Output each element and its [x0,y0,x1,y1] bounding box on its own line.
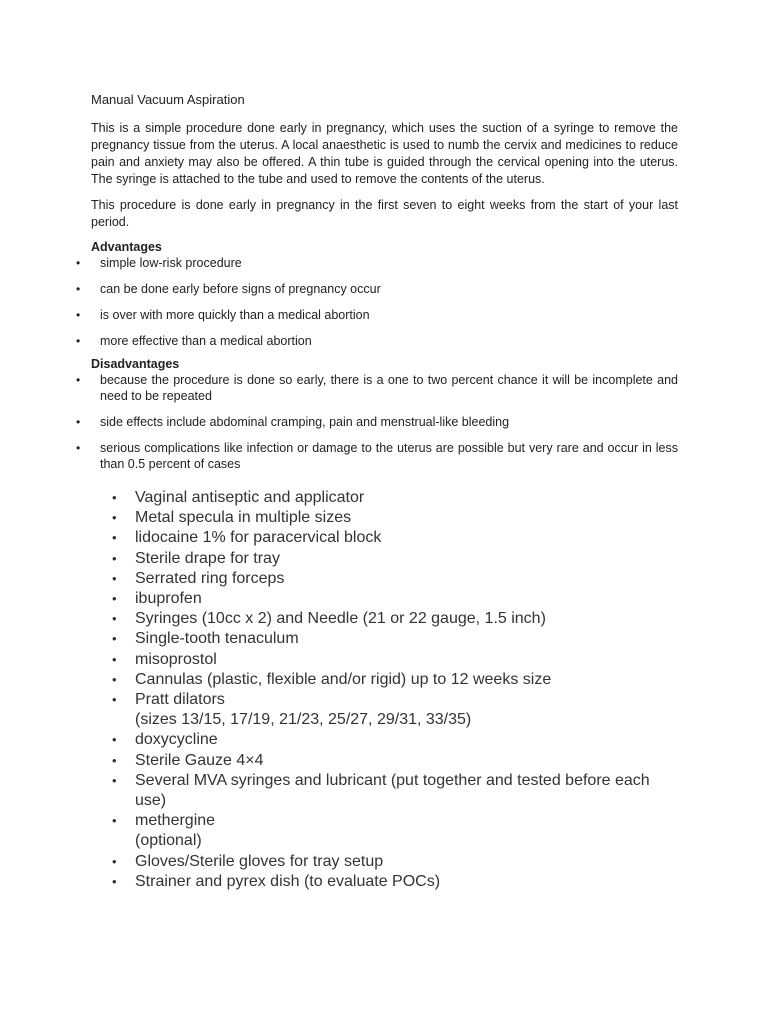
supply-item [91,751,678,771]
bullet-icon: • [112,873,117,889]
bullet-icon: • [76,334,81,348]
bullet-icon: • [112,490,117,505]
bullet-icon: • [76,308,81,322]
supply-item [91,730,678,750]
supply-item-text: doxycycline [135,731,218,749]
bullet-icon: • [112,510,117,526]
supply-item [91,690,678,730]
supply-item-text: Single-tooth tenaculum [135,630,299,648]
supply-item [91,508,678,528]
list-item-text: is over with more quickly than a medical abortion [100,308,370,322]
supply-item [91,549,678,569]
supply-item-text: lidocaine 1% for paracervical block [135,529,382,547]
supply-item [91,609,678,629]
bullet-icon: • [76,282,81,296]
bullet-icon: • [112,570,117,586]
supply-item-text: Metal specula in multiple sizes [135,509,352,527]
bullet-icon: • [112,671,117,687]
bullet-icon: • [76,441,81,455]
timing-paragraph: This procedure is done early in pregnancy in the first seven to eight weeks from the start of your last period. [91,198,678,229]
document-page [76,91,678,892]
supply-item-text: Sterile drape for tray [135,549,280,567]
supply-item-text: Cannulas (plastic, flexible and/or rigid) up to 12 weeks size [135,670,552,688]
bullet-icon: • [112,752,117,768]
supply-item [91,771,678,811]
bullet-icon: • [112,732,117,748]
bullet-icon: • [112,651,117,667]
supply-item [91,650,678,670]
bullet-icon: • [112,692,117,708]
supply-item-subtext: (optional) [135,832,202,850]
supply-item [91,852,678,872]
supply-item-text: Gloves/Sterile gloves for tray setup [135,852,384,870]
supply-item-text: ibuprofen [135,590,202,608]
bullet-icon: • [76,415,81,429]
advantages-list [76,255,678,349]
supply-item [91,670,678,690]
intro-paragraph: This is a simple procedure done early in pregnancy, which uses the suction of a syringe to remove the pregnancy tissue from the uterus. A local anaesthetic is used to numb the cervix and medicines to reduce pain and anxiety may also be offered. A thin tube is guided through the cervical opening into the uterus. The syringe is attached to the tube and used to remove the contents of the uterus. [91,121,678,186]
supply-item-subtext: (sizes 13/15, 17/19, 21/23, 25/27, 29/31, 33/35) [135,711,472,729]
supply-item-text: Sterile Gauze 4×4 [135,751,264,769]
supply-item [91,569,678,589]
list-item-text: can be done early before signs of pregnancy occur [100,282,381,296]
bullet-icon: • [112,813,117,829]
list-item [76,372,678,404]
supply-item-text: methergine [135,812,216,830]
bullet-icon: • [112,611,117,627]
supply-item-text: Several MVA syringes and lubricant (put together and tested before each use) [135,771,650,810]
list-item-text: serious complications like infection or damage to the uterus are possible but very rare and occur in less than 0.5 percent of cases [100,441,678,471]
advantages-heading: Advantages [91,240,162,254]
list-item [76,414,678,430]
list-item [76,281,678,297]
supply-item [91,629,678,649]
list-item [76,440,678,472]
supply-item [91,872,678,892]
supply-item-text: Strainer and pyrex dish (to evaluate POCs) [135,872,441,890]
supply-item [91,488,678,508]
supply-item [91,528,678,548]
disadvantages-list [76,372,678,472]
bullet-icon: • [112,631,117,647]
list-item [76,255,678,271]
list-item-text: more effective than a medical abortion [100,334,312,348]
supply-item-text: Pratt dilators [135,691,225,709]
bullet-icon: • [112,772,117,788]
disadvantages-heading: Disadvantages [91,357,180,371]
list-item [76,333,678,349]
bullet-icon: • [76,256,81,270]
bullet-icon: • [112,550,117,566]
supply-item [91,811,678,851]
list-item-text: side effects include abdominal cramping, pain and menstrual-like bleeding [100,415,510,429]
list-item-text: because the procedure is done so early, there is a one to two percent chance it will be incomplete and need to be repeated [100,373,678,403]
bullet-icon: • [76,373,81,387]
list-item-text: simple low-risk procedure [100,256,242,270]
supply-item [91,589,678,609]
supply-item-text: Vaginal antiseptic and applicator [135,489,365,506]
supply-item-text: Syringes (10cc x 2) and Needle (21 or 22 gauge, 1.5 inch) [135,610,546,628]
bullet-icon: • [112,853,117,869]
list-item [76,307,678,323]
bullet-icon: • [112,591,117,607]
supplies-list [91,488,678,892]
supply-item-text: misoprostol [135,650,217,668]
supply-item-text: Serrated ring forceps [135,569,285,587]
document-title: Manual Vacuum Aspiration [91,92,245,107]
bullet-icon: • [112,530,117,546]
